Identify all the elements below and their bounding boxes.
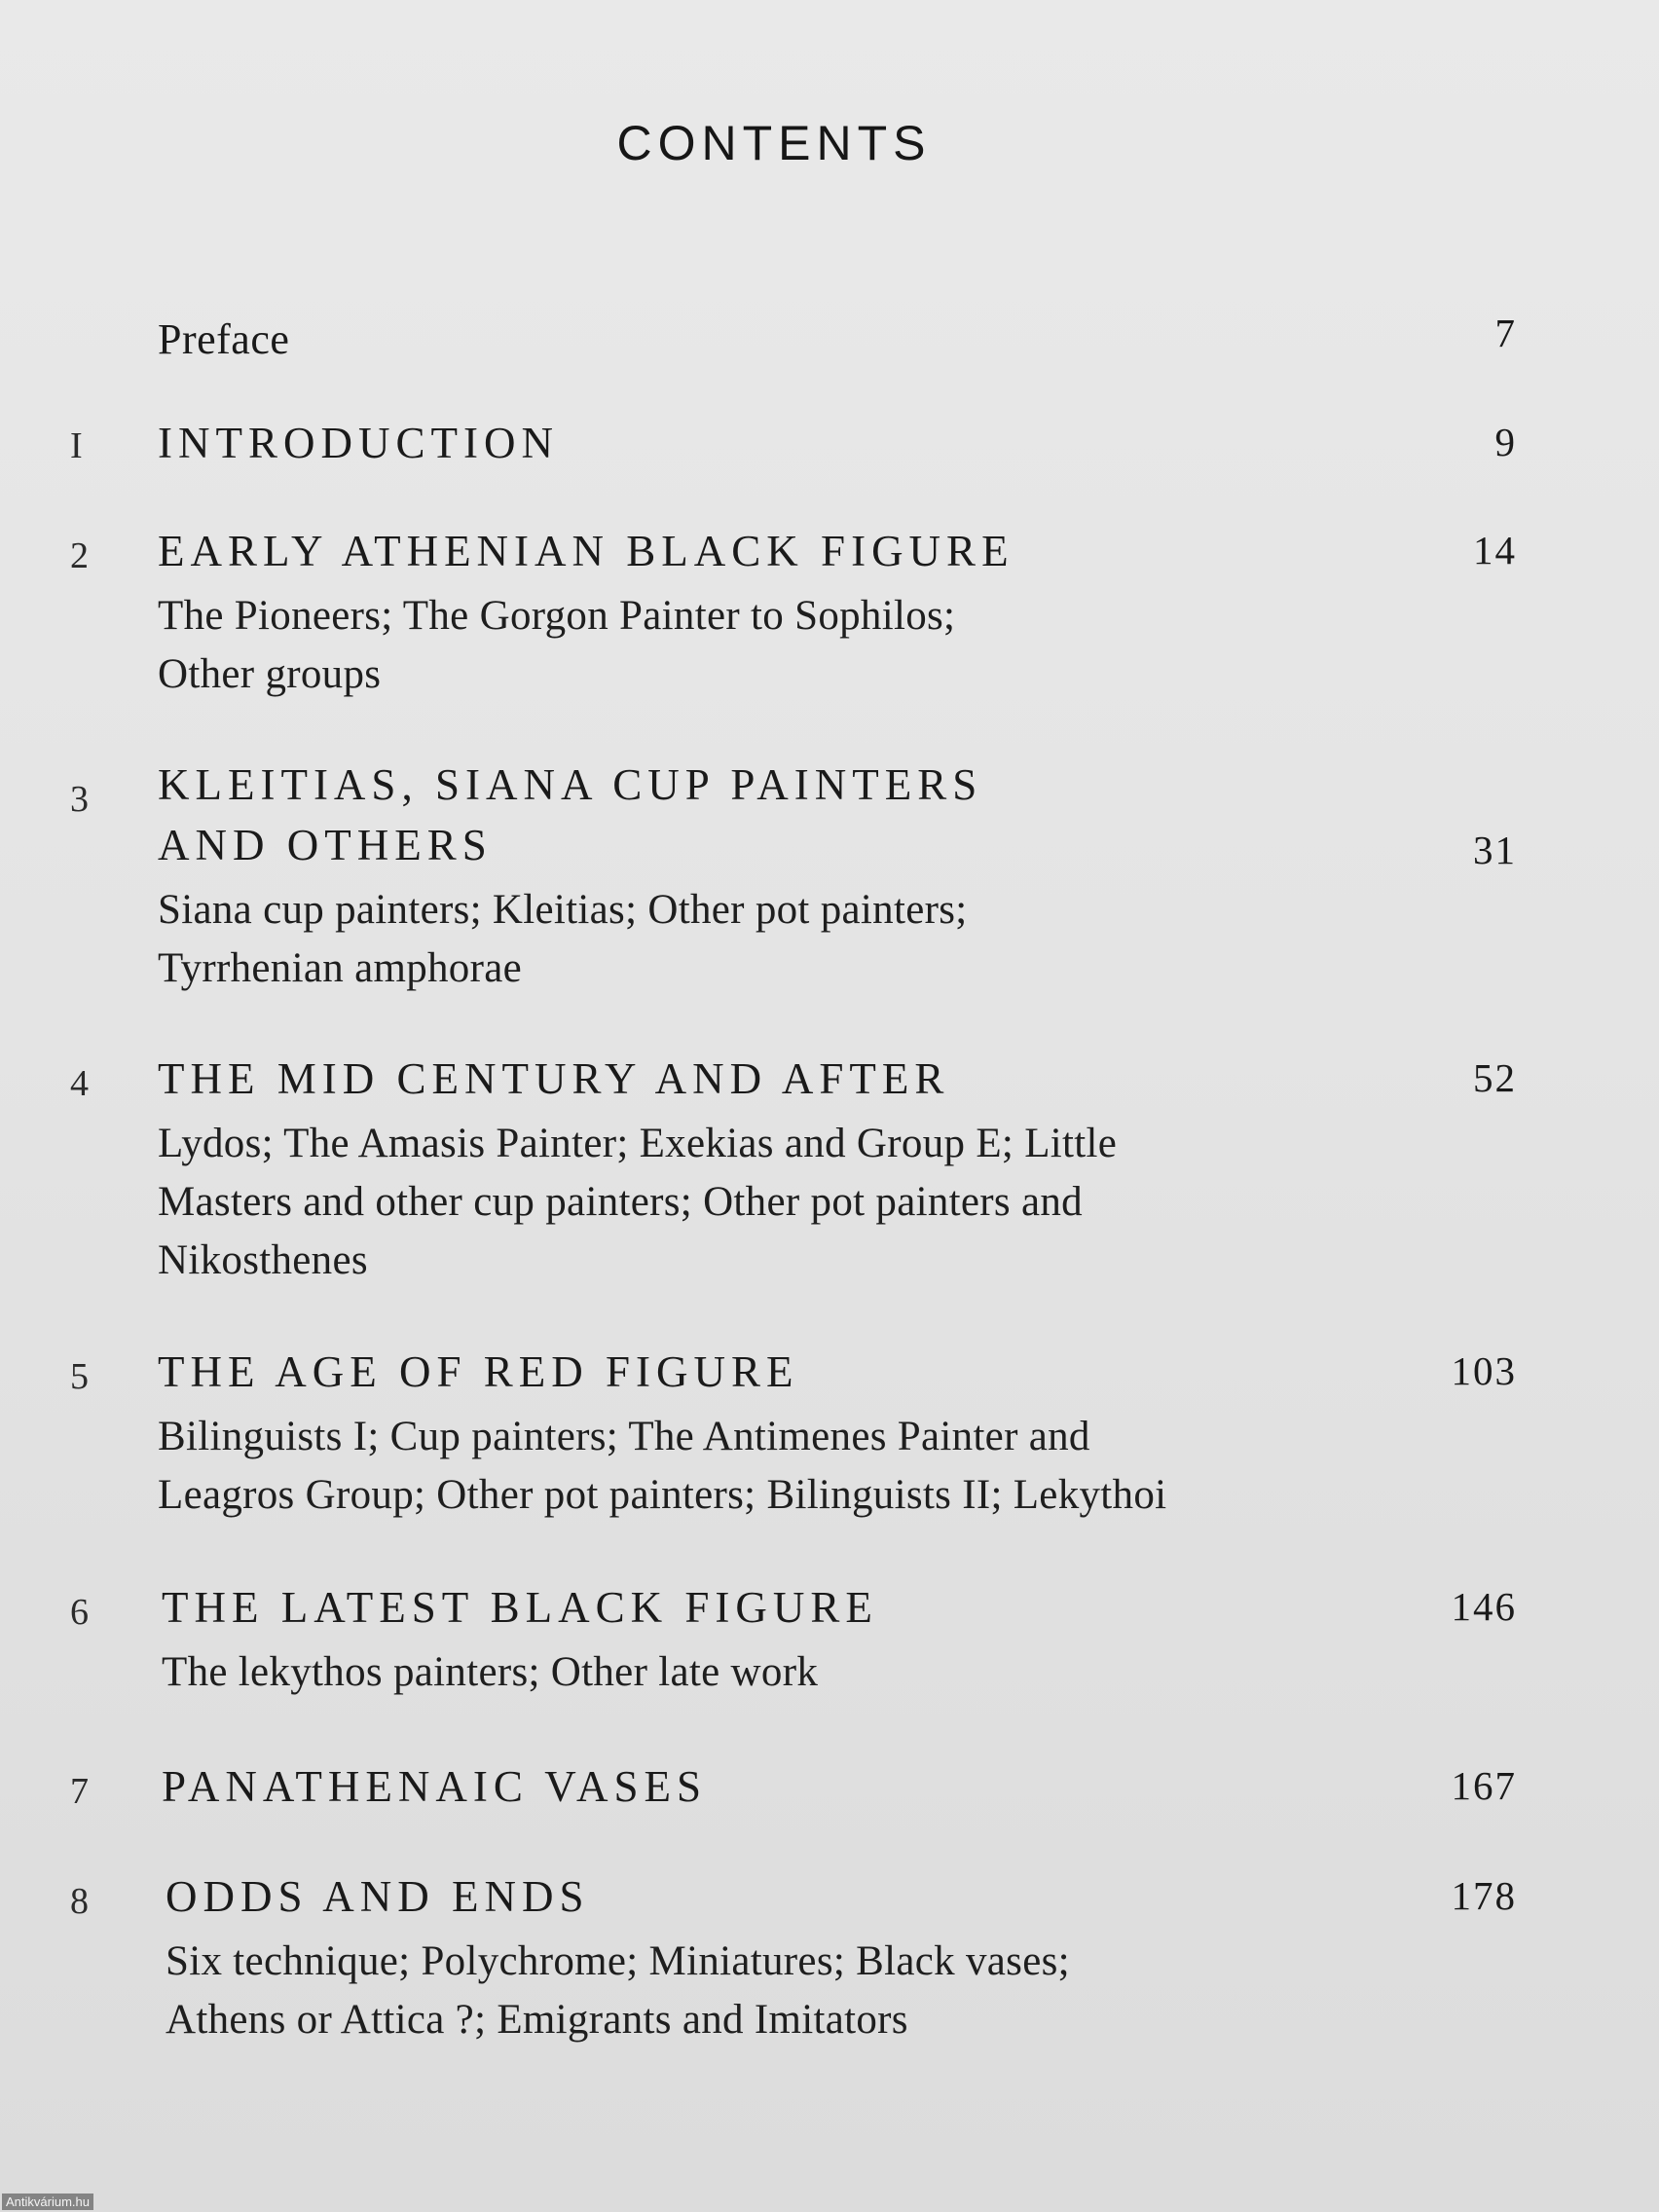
entry-page-number: 178 — [1451, 1873, 1517, 1918]
entry-number: 4 — [70, 1063, 89, 1104]
entry-number: 5 — [70, 1356, 89, 1397]
entry-title: THE MID CENTURY AND AFTER — [158, 1054, 950, 1103]
entry-subtitle: Siana cup painters; Kleitias; Other pot painters; Tyrrhenian amphorae — [158, 887, 968, 991]
entry-title: KLEITIAS, SIANA CUP PAINTERS AND OTHERS — [158, 760, 983, 869]
entry-page-number: 7 — [1494, 311, 1517, 355]
entry-subtitle: Lydos; The Amasis Painter; Exekias and Group E; Little Masters and other cup painters; Other pot painters and Nikosthenes — [158, 1121, 1118, 1283]
entry-number: 7 — [70, 1771, 89, 1812]
entry-page-number: 103 — [1451, 1348, 1517, 1393]
entry-page-number: 167 — [1451, 1763, 1517, 1808]
entry-page-number: 52 — [1473, 1055, 1517, 1100]
entry-subtitle: The Pioneers; The Gorgon Painter to Sophilos; Other groups — [158, 593, 956, 697]
entry-page-number: 9 — [1494, 420, 1517, 464]
entry-page-number: 31 — [1473, 828, 1517, 872]
entry-subtitle: Bilinguists I; Cup painters; The Antimenes Painter and Leagros Group; Other pot painters; Bilinguists II; Lekythoi — [158, 1414, 1167, 1518]
entry-number: 8 — [70, 1881, 89, 1922]
entry-number: 6 — [70, 1592, 89, 1633]
entry-number: 3 — [70, 779, 89, 820]
watermark: Antikvárium.hu — [2, 2194, 93, 2210]
entry-number: I — [70, 425, 83, 466]
entry-page-number: 14 — [1473, 528, 1517, 572]
entry-title: PANATHENAIC VASES — [162, 1762, 708, 1811]
entry-title: ODDS AND ENDS — [166, 1872, 590, 1921]
entry-title: EARLY ATHENIAN BLACK FIGURE — [158, 527, 1014, 575]
entry-page-number: 146 — [1451, 1584, 1517, 1629]
entry-title: THE LATEST BLACK FIGURE — [162, 1583, 878, 1632]
entry-subtitle: The lekythos painters; Other late work — [162, 1649, 819, 1695]
page-title: CONTENTS — [616, 116, 932, 170]
entry-title: THE AGE OF RED FIGURE — [158, 1347, 799, 1396]
entry-subtitle: Six technique; Polychrome; Miniatures; Black vases; Athens or Attica ?; Emigrants and Imitators — [166, 1938, 1070, 2043]
entry-title: Preface — [158, 315, 290, 363]
entry-number: 2 — [70, 535, 89, 576]
entry-title: INTRODUCTION — [158, 419, 559, 467]
